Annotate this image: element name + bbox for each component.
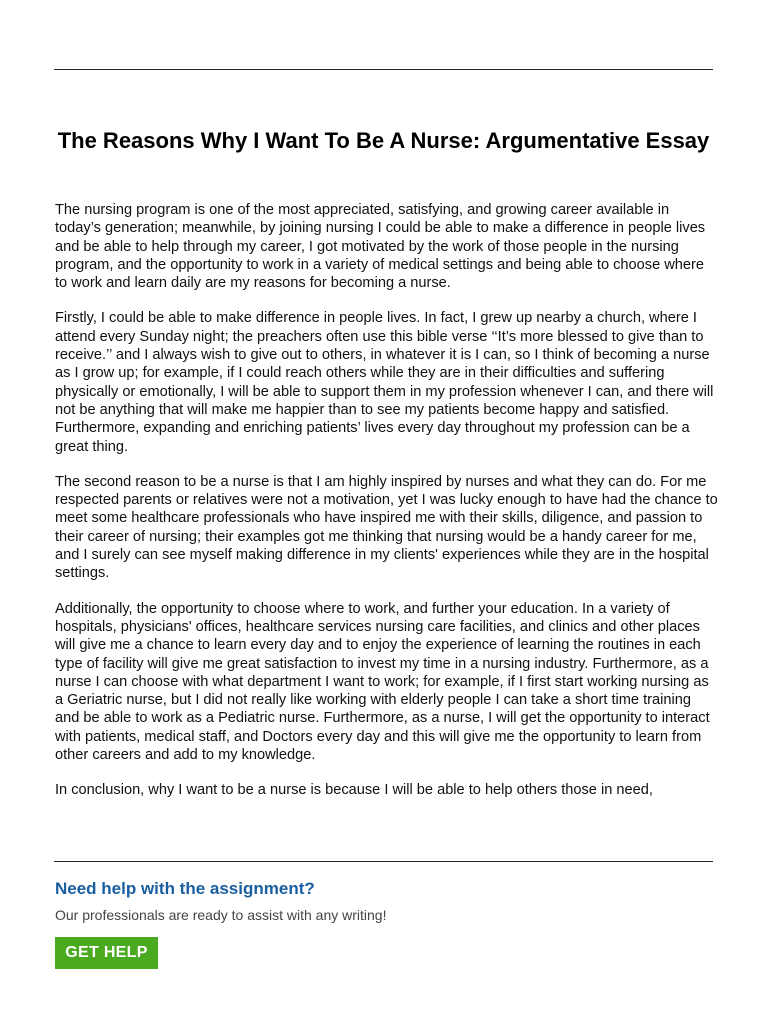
essay-paragraph: Firstly, I could be able to make difference in people lives. In fact, I grew up nearby a church, where I attend every Sunday night; the preachers often use this bible verse ‘‘It’s more blessed to give than to receive.’’ and I always wish to give out to others, in whatever it is I can, so I think of becoming a nurse as I grow up; for example, if I could reach others while they are in their difficulties and suffering physically or emotionally, I will be able to support them in my profession whenever I can, and there will not be anything that will make me happier than to see my patients become happy and satisfied. Furthermore, expanding and enriching patients’ lives every day throughout my profession can be a great thing.: [55, 310, 714, 455]
top-divider: [54, 69, 713, 70]
essay-body: [55, 201, 719, 817]
essay-title: The Reasons Why I Want To Be A Nurse: Argumentative Essay: [57, 128, 710, 153]
get-help-button[interactable]: GET HELP: [55, 937, 158, 969]
bottom-divider: [54, 861, 713, 862]
essay-paragraph: The second reason to be a nurse is that I am highly inspired by nurses and what they can do. For me respected parents or relatives were not a motivation, yet I was lucky enough to have had the chance to meet some healthcare professionals who have inspired me with their skills, diligence, and passion to their career of nursing; their examples got me thinking that nursing would be a handy career for me, and I surely can see myself making difference in my clients' experiences while they are in the hospital settings.: [55, 473, 718, 582]
essay-paragraph: Additionally, the opportunity to choose where to work, and further your education. In a variety of hospitals, physicians' offices, healthcare services nursing care facilities, and clinics and other places will give me a chance to learn every day and to enjoy the experience of learning the routines in each type of facility will give me great satisfaction to invest my time in a nursing industry. Furthermore, as a nurse I can choose with what department I want to work; for example, if I first start working nursing as a Geriatric nurse, but I did not really like working with elderly people I can take a short time training and be able to work as a Pediatric nurse. Furthermore, as a nurse, I will get the opportunity to interact with patients, medical staff, and Doctors every day and this will give me the opportunity to learn from other careers and add to my knowledge.: [55, 600, 710, 764]
help-subtext: Our professionals are ready to assist with any writing!: [55, 907, 387, 923]
essay-paragraph: The nursing program is one of the most appreciated, satisfying, and growing career available in today’s generation; meanwhile, by joining nursing I could be able to make a difference in people lives and be able to help through my career, I got motivated by the work of those people in the nursing program, and the opportunity to work in a variety of medical settings and being able to choose where to work and learn daily are my reasons for becoming a nurse.: [55, 202, 706, 292]
help-heading: Need help with the assignment?: [55, 879, 315, 898]
essay-paragraph: In conclusion, why I want to be a nurse is because I will be able to help others those in need,: [55, 782, 653, 799]
